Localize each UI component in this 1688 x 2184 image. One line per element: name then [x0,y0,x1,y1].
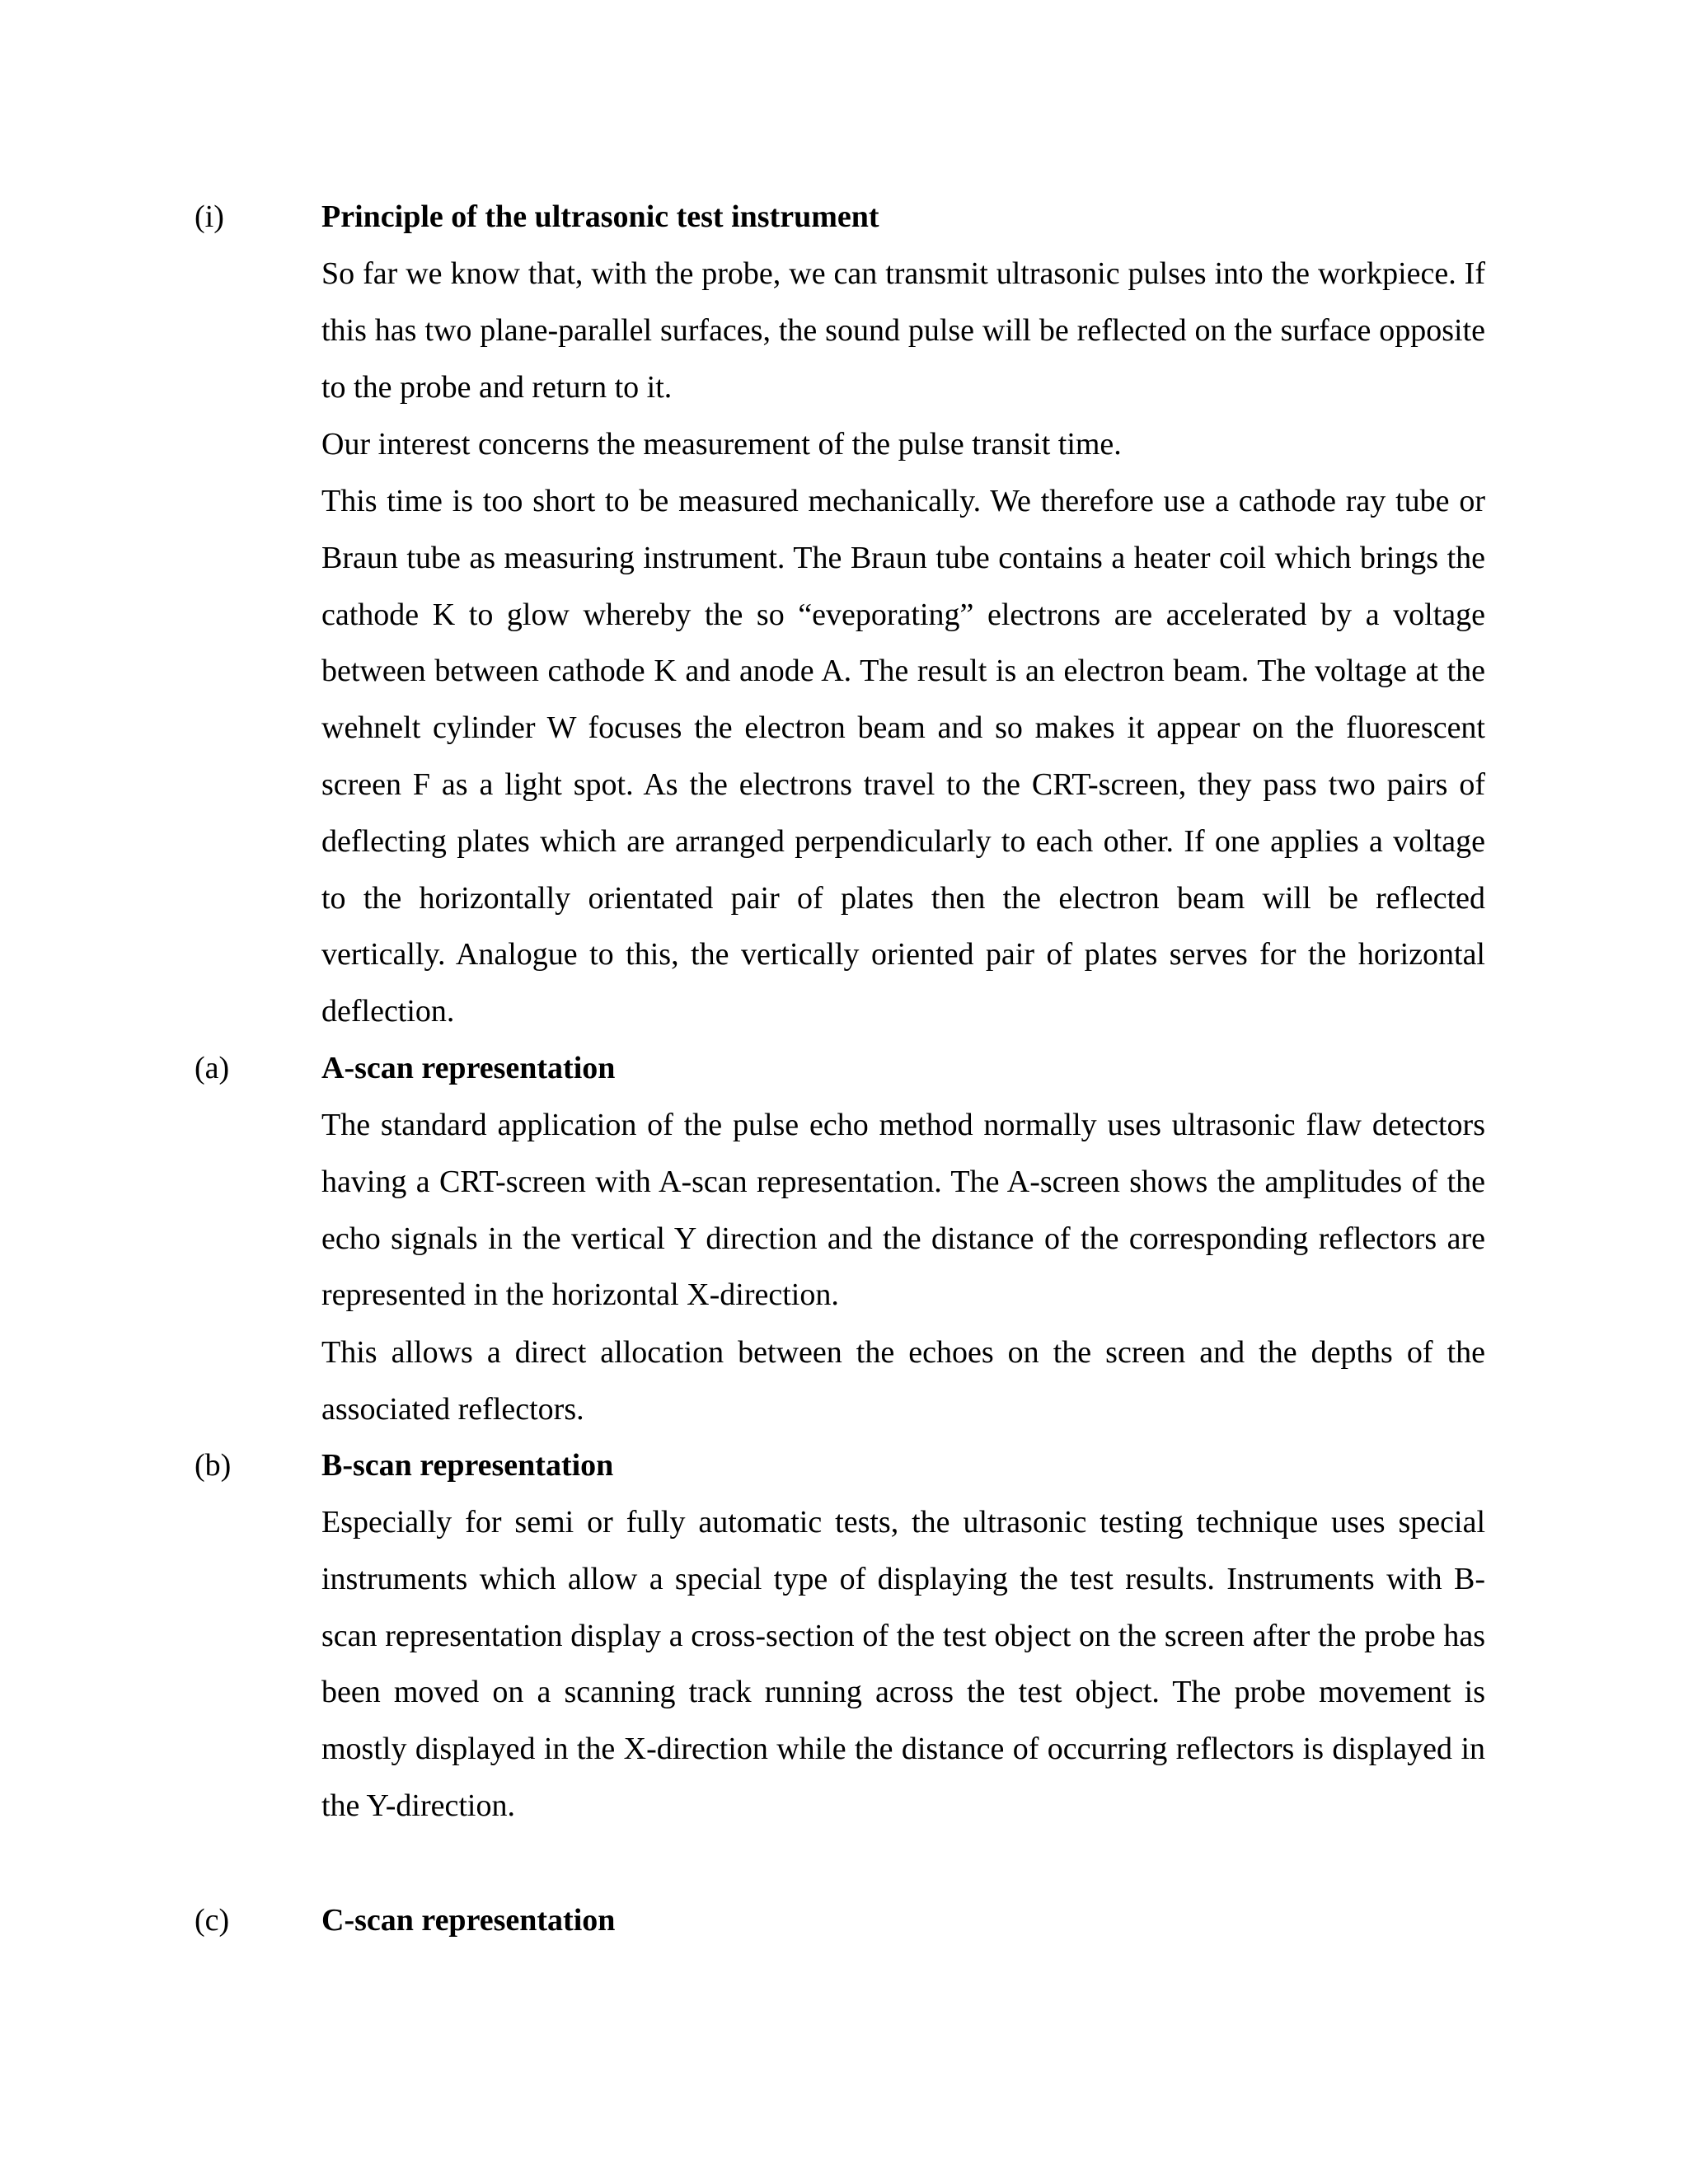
paragraph: So far we know that, with the probe, we can transmit ultrasonic pulses into the workpiece. If this has two plane-parallel surfaces, the sound pulse will be reflected on the surface opposite to the probe and return to it. [321,256,1485,405]
paragraph: This time is too short to be measured mechanically. We therefore use a cathode ray tube or Braun tube as measuring instrument. The Braun tube contains a heater coil which brings the cathode K to glow whereby the so “eveporating” electrons are accelerated by a voltage between between cathode K and anode A. The result is an electron beam. The voltage at the wehnelt cylinder W focuses the electron beam and so makes it appear on the fluorescent screen F as a light spot. As the electrons travel to the CRT-screen, they pass two pairs of deflecting plates which are arranged perpendicularly to each other. If one applies a voltage to the horizontally orientated pair of plates then the electron beam will be reflected vertically. Analogue to this, the vertically oriented pair of plates serves for the horizontal deflection. [321,484,1485,1029]
section-marker: (i) [195,199,224,234]
section-heading: A-scan representation [321,1051,616,1085]
paragraph: The standard application of the pulse echo method normally uses ultrasonic flaw detectors having a CRT-screen with A-scan representation. The A-screen shows the amplitudes of the echo signals in the vertical Y direction and the distance of the corresponding reflectors are represented in the horizontal X-direction. [321,1108,1485,1313]
section-heading: C-scan representation [321,1903,616,1938]
paragraph: This allows a direct allocation between the echoes on the screen and the depths of the associated reflectors. [321,1335,1485,1427]
paragraph: Our interest concerns the measurement of the pulse transit time. [321,427,1122,462]
section-marker: (c) [195,1903,230,1938]
section-marker: (a) [195,1051,230,1085]
section-heading: Principle of the ultrasonic test instrument [321,199,879,234]
section-marker: (b) [195,1448,232,1483]
section-heading: B-scan representation [321,1448,614,1483]
paragraph: Especially for semi or fully automatic tests, the ultrasonic testing technique uses special instruments which allow a special type of displaying the test results. Instruments with B-scan representation display a cross-section of the test object on the screen after the probe has been moved on a scanning track running across the test object. The probe movement is mostly displayed in the X-direction while the distance of occurring reflectors is displayed in the Y-direction. [321,1505,1485,1823]
